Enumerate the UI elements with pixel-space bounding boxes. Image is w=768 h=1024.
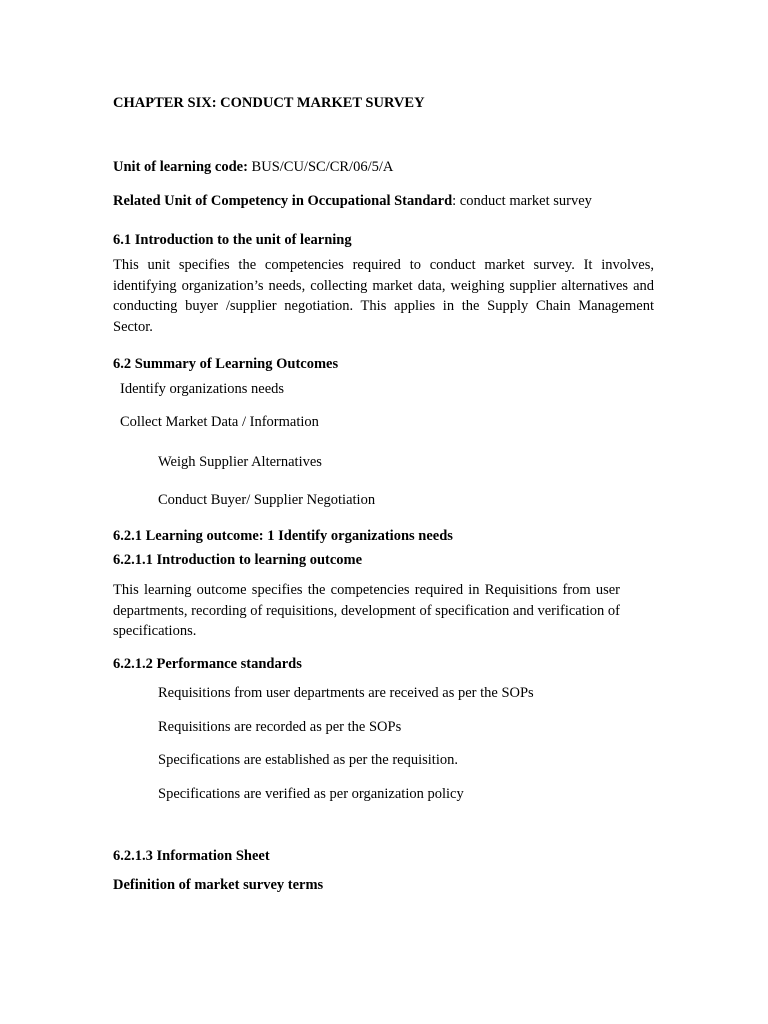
performance-item: Requisitions are recorded as per the SOPs — [158, 719, 402, 735]
section-6-1-body: This unit specifies the competencies required to conduct market survey. It involves, identifying organization’s needs, collecting market data, weighing supplier alternatives and conducting buyer /supplier negotiation. This applies in the Supply Chain Management Sector. — [113, 257, 654, 335]
outcome-item: Weigh Supplier Alternatives — [158, 454, 322, 470]
unit-code-label: Unit of learning code: — [113, 159, 248, 175]
related-unit-label: Related Unit of Competency in Occupational Standard — [113, 193, 453, 209]
performance-item: Specifications are established as per the requisition. — [158, 752, 458, 768]
outcome-item: Collect Market Data / Information — [120, 414, 319, 430]
section-6-1-heading: 6.1 Introduction to the unit of learning — [113, 232, 352, 248]
section-6-2-1-2-heading: 6.2.1.2 Performance standards — [113, 656, 302, 672]
chapter-title: CHAPTER SIX: CONDUCT MARKET SURVEY — [113, 95, 425, 111]
performance-item: Requisitions from user departments are received as per the SOPs — [158, 685, 534, 701]
section-6-2-1-heading: 6.2.1 Learning outcome: 1 Identify organizations needs — [113, 528, 453, 544]
section-6-2-1-3-heading: 6.2.1.3 Information Sheet — [113, 848, 270, 864]
definition-heading: Definition of market survey terms — [113, 877, 324, 893]
outcome-item: Identify organizations needs — [120, 381, 285, 397]
related-unit-value: : conduct market survey — [452, 193, 592, 209]
unit-code-value: BUS/CU/SC/CR/06/5/A — [247, 159, 394, 175]
performance-item: Specifications are verified as per organization policy — [158, 786, 464, 802]
outcome-item: Conduct Buyer/ Supplier Negotiation — [158, 492, 376, 508]
unit-code-line — [113, 159, 393, 176]
section-6-2-1-1-heading: 6.2.1.1 Introduction to learning outcome — [113, 552, 363, 568]
related-unit-line — [113, 193, 592, 210]
section-6-2-1-1-body: This learning outcome specifies the competencies required in Requisitions from user departments, recording of requisitions, development of specification and verification of specifications. — [113, 582, 620, 639]
section-6-2-heading: 6.2 Summary of Learning Outcomes — [113, 356, 339, 372]
